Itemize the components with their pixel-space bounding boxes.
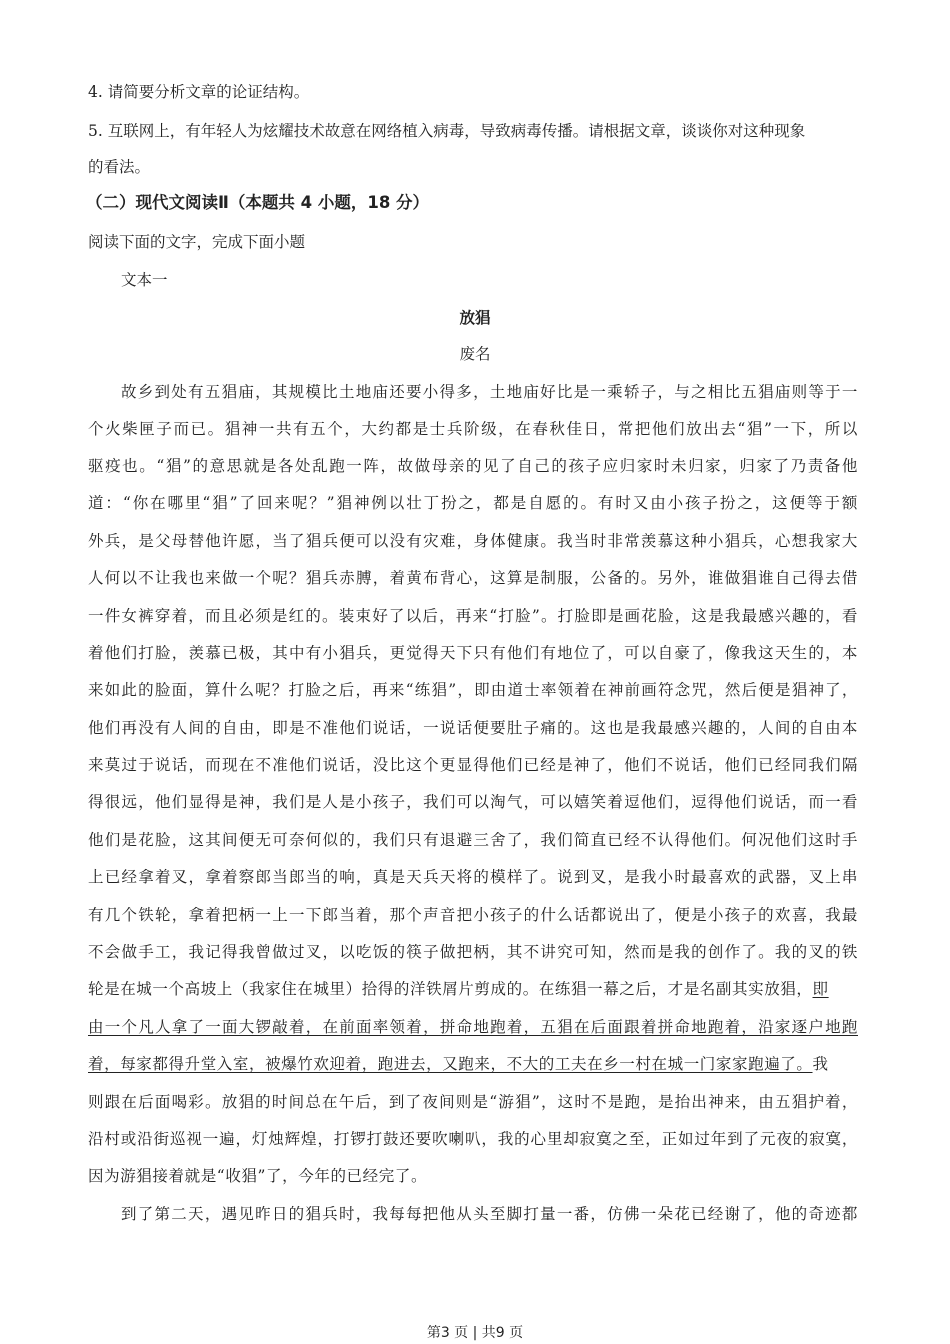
body-line: 有几个铁轮，拿着把柄一上一下郎当着，那个声音把小孩子的什么话都说出了，便是小孩子的欢喜，我最 <box>88 906 858 924</box>
body-line: 到了第二天，遇见昨日的猖兵时，我每每把他从头至脚打量一番，仿佛一朵花已经谢了，他的奇迹都 <box>121 1205 858 1223</box>
body-line: 人何以不让我也来做一个呢？猖兵赤膊，着黄布背心，这算是制服，公备的。另外，谁做猖谁自己得去借 <box>88 569 858 587</box>
underlined-line: 由一个凡人拿了一面大锣敲着，在前面率领着，拼命地跑着，五猖在后面跟着拼命地跑着，沿家逐户地跑 <box>88 1018 858 1036</box>
section-instruction: 阅读下面的文字，完成下面小题 <box>88 233 306 251</box>
article-title: 放猖 <box>459 308 491 327</box>
underlined-text: 即 <box>812 980 829 998</box>
body-line: 来如此的脸面，算什么呢？打脸之后，再来“练猖”，即由道士率领着在神前画符念咒，然后便是猖神了， <box>88 681 858 699</box>
text-label: 文本一 <box>121 271 168 289</box>
underlined-text: 着，每家都得升堂入室，被爆竹欢迎着，跑进去，又跑来，不大的工夫在乡一村在城一门家家跑遍了。 <box>88 1055 813 1073</box>
body-line: 他们再没有人间的自由，即是不准他们说话，一说话便要肚子痛的。这也是我最感兴趣的，人间的自由本 <box>88 719 858 737</box>
body-line: 来莫过于说话，而现在不准他们说话，没比这个更显得他们已经是神了，他们不说话，他们已经同我们隔 <box>88 756 858 774</box>
body-line: 沿村或沿街巡视一遍，灯烛辉煌，打锣打鼓还要吹喇叭，我的心里却寂寞之至，正如过年到了元夜的寂寞， <box>88 1130 858 1148</box>
body-line: 则跟在后面喝彩。放猖的时间总在午后，到了夜间则是“游猖”，这时不是跑，是抬出神来，由五猖护着， <box>88 1093 858 1111</box>
body-line: 故乡到处有五猖庙，其规模比土地庙还要小得多，土地庙好比是一乘轿子，与之相比五猖庙则等于一 <box>121 383 858 401</box>
body-line: 着他们打脸，羡慕已极，其中有小猖兵，更觉得天下只有他们有地位了，可以自豪了，像我这天生的，本 <box>88 644 858 662</box>
body-line: 道：“你在哪里“猖”了回来呢？”猖神例以壮丁扮之，都是自愿的。有时又由小孩子扮之，这便等于额 <box>88 494 858 512</box>
body-line: 不会做手工，我记得我曾做过叉，以吃饭的筷子做把柄，其不讲究可知，然而是我的创作了。我的叉的铁 <box>88 943 858 961</box>
body-line: 因为游猖接着就是“收猖”了，今年的已经完了。 <box>88 1167 428 1185</box>
body-line: 上已经拿着叉，拿着察郎当郎当的响，真是天兵天将的模样了。说到叉，是我小时最喜欢的武器，叉上串 <box>88 868 858 886</box>
article-author: 废名 <box>459 345 491 363</box>
body-line: 他们是花脸，这其间便无可奈何似的，我们只有退避三舍了，我们简直已经不认得他们。何况他们这时手 <box>88 831 858 849</box>
question-4: 4. 请简要分析文章的论证结构。 <box>88 83 310 101</box>
body-line: 得很远，他们显得是神，我们是人是小孩子，我们可以淘气，可以嬉笑着逗他们，逗得他们说话，而一看 <box>88 793 858 811</box>
body-line-with-underline <box>88 1054 858 1074</box>
section-heading: （二）现代文阅读Ⅱ（本题共 4 小题，18 分） <box>86 193 430 212</box>
body-text: 我 <box>812 1055 829 1073</box>
body-line: 一件女裤穿着，而且必须是红的。装束好了以后，再来“打脸”。打脸即是画花脸，这是我最感兴趣的，看 <box>88 607 858 625</box>
body-line: 驱疫也。“猖”的意思就是各处乱跑一阵，故做母亲的见了自己的孩子应归家时未归家，归家了乃责备他 <box>88 457 858 475</box>
body-line: 个火柴匣子而已。猖神一共有五个，大约都是士兵阶级，在春秋佳日，常把他们放出去“猖”一下，所以 <box>88 420 858 438</box>
body-line: 外兵，是父母替他许愿，当了猖兵便可以没有灾难，身体健康。我当时非常羡慕这种小猖兵，心想我家大 <box>88 532 858 550</box>
body-line-with-underline <box>88 979 858 999</box>
body-text: 轮是在城一个高坡上（我家住在城里）拾得的洋铁屑片剪成的。在练猖一幕之后，才是名副其实放猖， <box>88 980 813 998</box>
question-5-line-2: 的看法。 <box>88 158 151 176</box>
page-footer: 第3 页 | 共9 页 <box>426 1325 524 1341</box>
question-5-line-1: 5. 互联网上，有年轻人为炫耀技术故意在网络植入病毒，导致病毒传播。请根据文章，谈谈你对这种现象 <box>88 122 806 140</box>
